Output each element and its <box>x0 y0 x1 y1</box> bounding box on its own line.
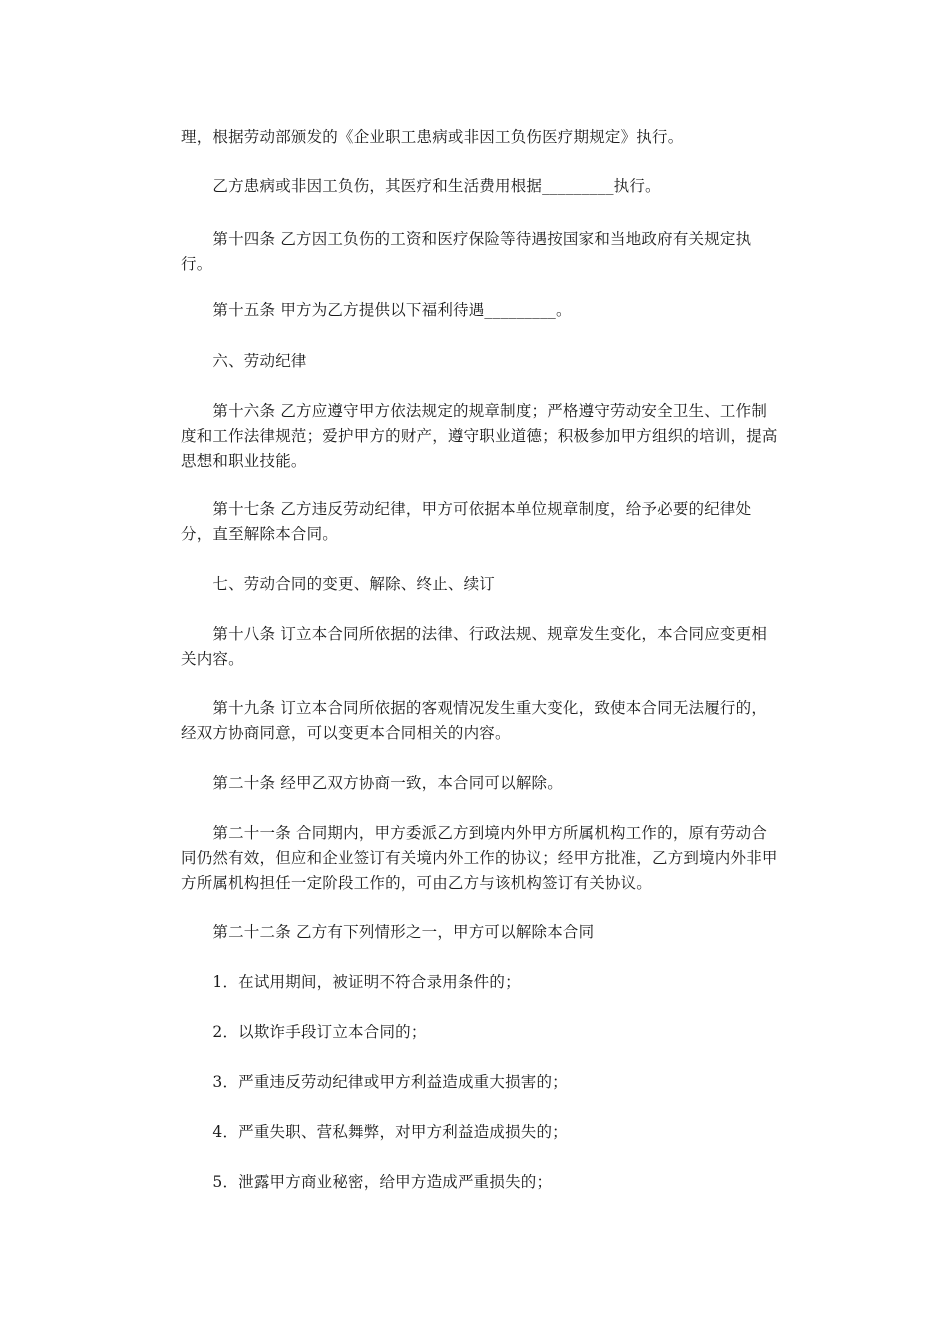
list-item-5: 5．泄露甲方商业秘密，给甲方造成严重损失的； <box>181 1173 553 1191</box>
list-item-4: 4．严重失职、营私舞弊，对甲方利益造成损失的； <box>181 1123 568 1141</box>
paragraph-article-19: 第十九条 订立本合同所依据的客观情况发生重大变化，致使本合同无法履行的，经双方协商同意，可以变更本合同相关的内容。 <box>181 699 768 742</box>
paragraph-article-15: 第十五条 甲方为乙方提供以下福利待遇_________。 <box>181 301 572 319</box>
paragraph-article-14: 第十四条 乙方因工负伤的工资和医疗保险等待遇按国家和当地政府有关规定执行。 <box>181 230 752 273</box>
section-heading-labor-discipline: 六、劳动纪律 <box>181 352 307 370</box>
paragraph-illness-costs: 乙方患病或非因工负伤，其医疗和生活费用根据_________执行。 <box>181 177 661 195</box>
paragraph-article-22: 第二十二条 乙方有下列情形之一，甲方可以解除本合同 <box>181 923 595 941</box>
paragraph-article-17: 第十七条 乙方违反劳动纪律，甲方可依据本单位规章制度，给予必要的纪律处分，直至解除本合同。 <box>181 500 752 543</box>
paragraph-article-21: 第二十一条 合同期内，甲方委派乙方到境内外甲方所属机构工作的，原有劳动合同仍然有效，但应和企业签订有关境内外工作的协议；经甲方批准，乙方到境内外非甲方所属机构担任一定阶段工作的，可由乙方与该机构签订有关协议。 <box>181 824 778 892</box>
list-item-1: 1．在试用期间，被证明不符合录用条件的； <box>181 973 521 991</box>
paragraph-article-18: 第十八条 订立本合同所依据的法律、行政法规、规章发生变化，本合同应变更相关内容。 <box>181 625 768 668</box>
section-heading-contract-changes: 七、劳动合同的变更、解除、终止、续订 <box>181 575 496 593</box>
list-item-3: 3．严重违反劳动纪律或甲方利益造成重大损害的； <box>181 1073 568 1091</box>
paragraph-article-16: 第十六条 乙方应遵守甲方依法规定的规章制度；严格遵守劳动安全卫生、工作制度和工作法律规范；爱护甲方的财产，遵守职业道德；积极参加甲方组织的培训，提高思想和职业技能。 <box>181 402 778 470</box>
paragraph-article-20: 第二十条 经甲乙双方协商一致，本合同可以解除。 <box>181 774 563 792</box>
list-item-2: 2．以欺诈手段订立本合同的； <box>181 1023 427 1041</box>
paragraph-medical-period: 理，根据劳动部颁发的《企业职工患病或非因工负伤医疗期规定》执行。 <box>181 128 684 146</box>
